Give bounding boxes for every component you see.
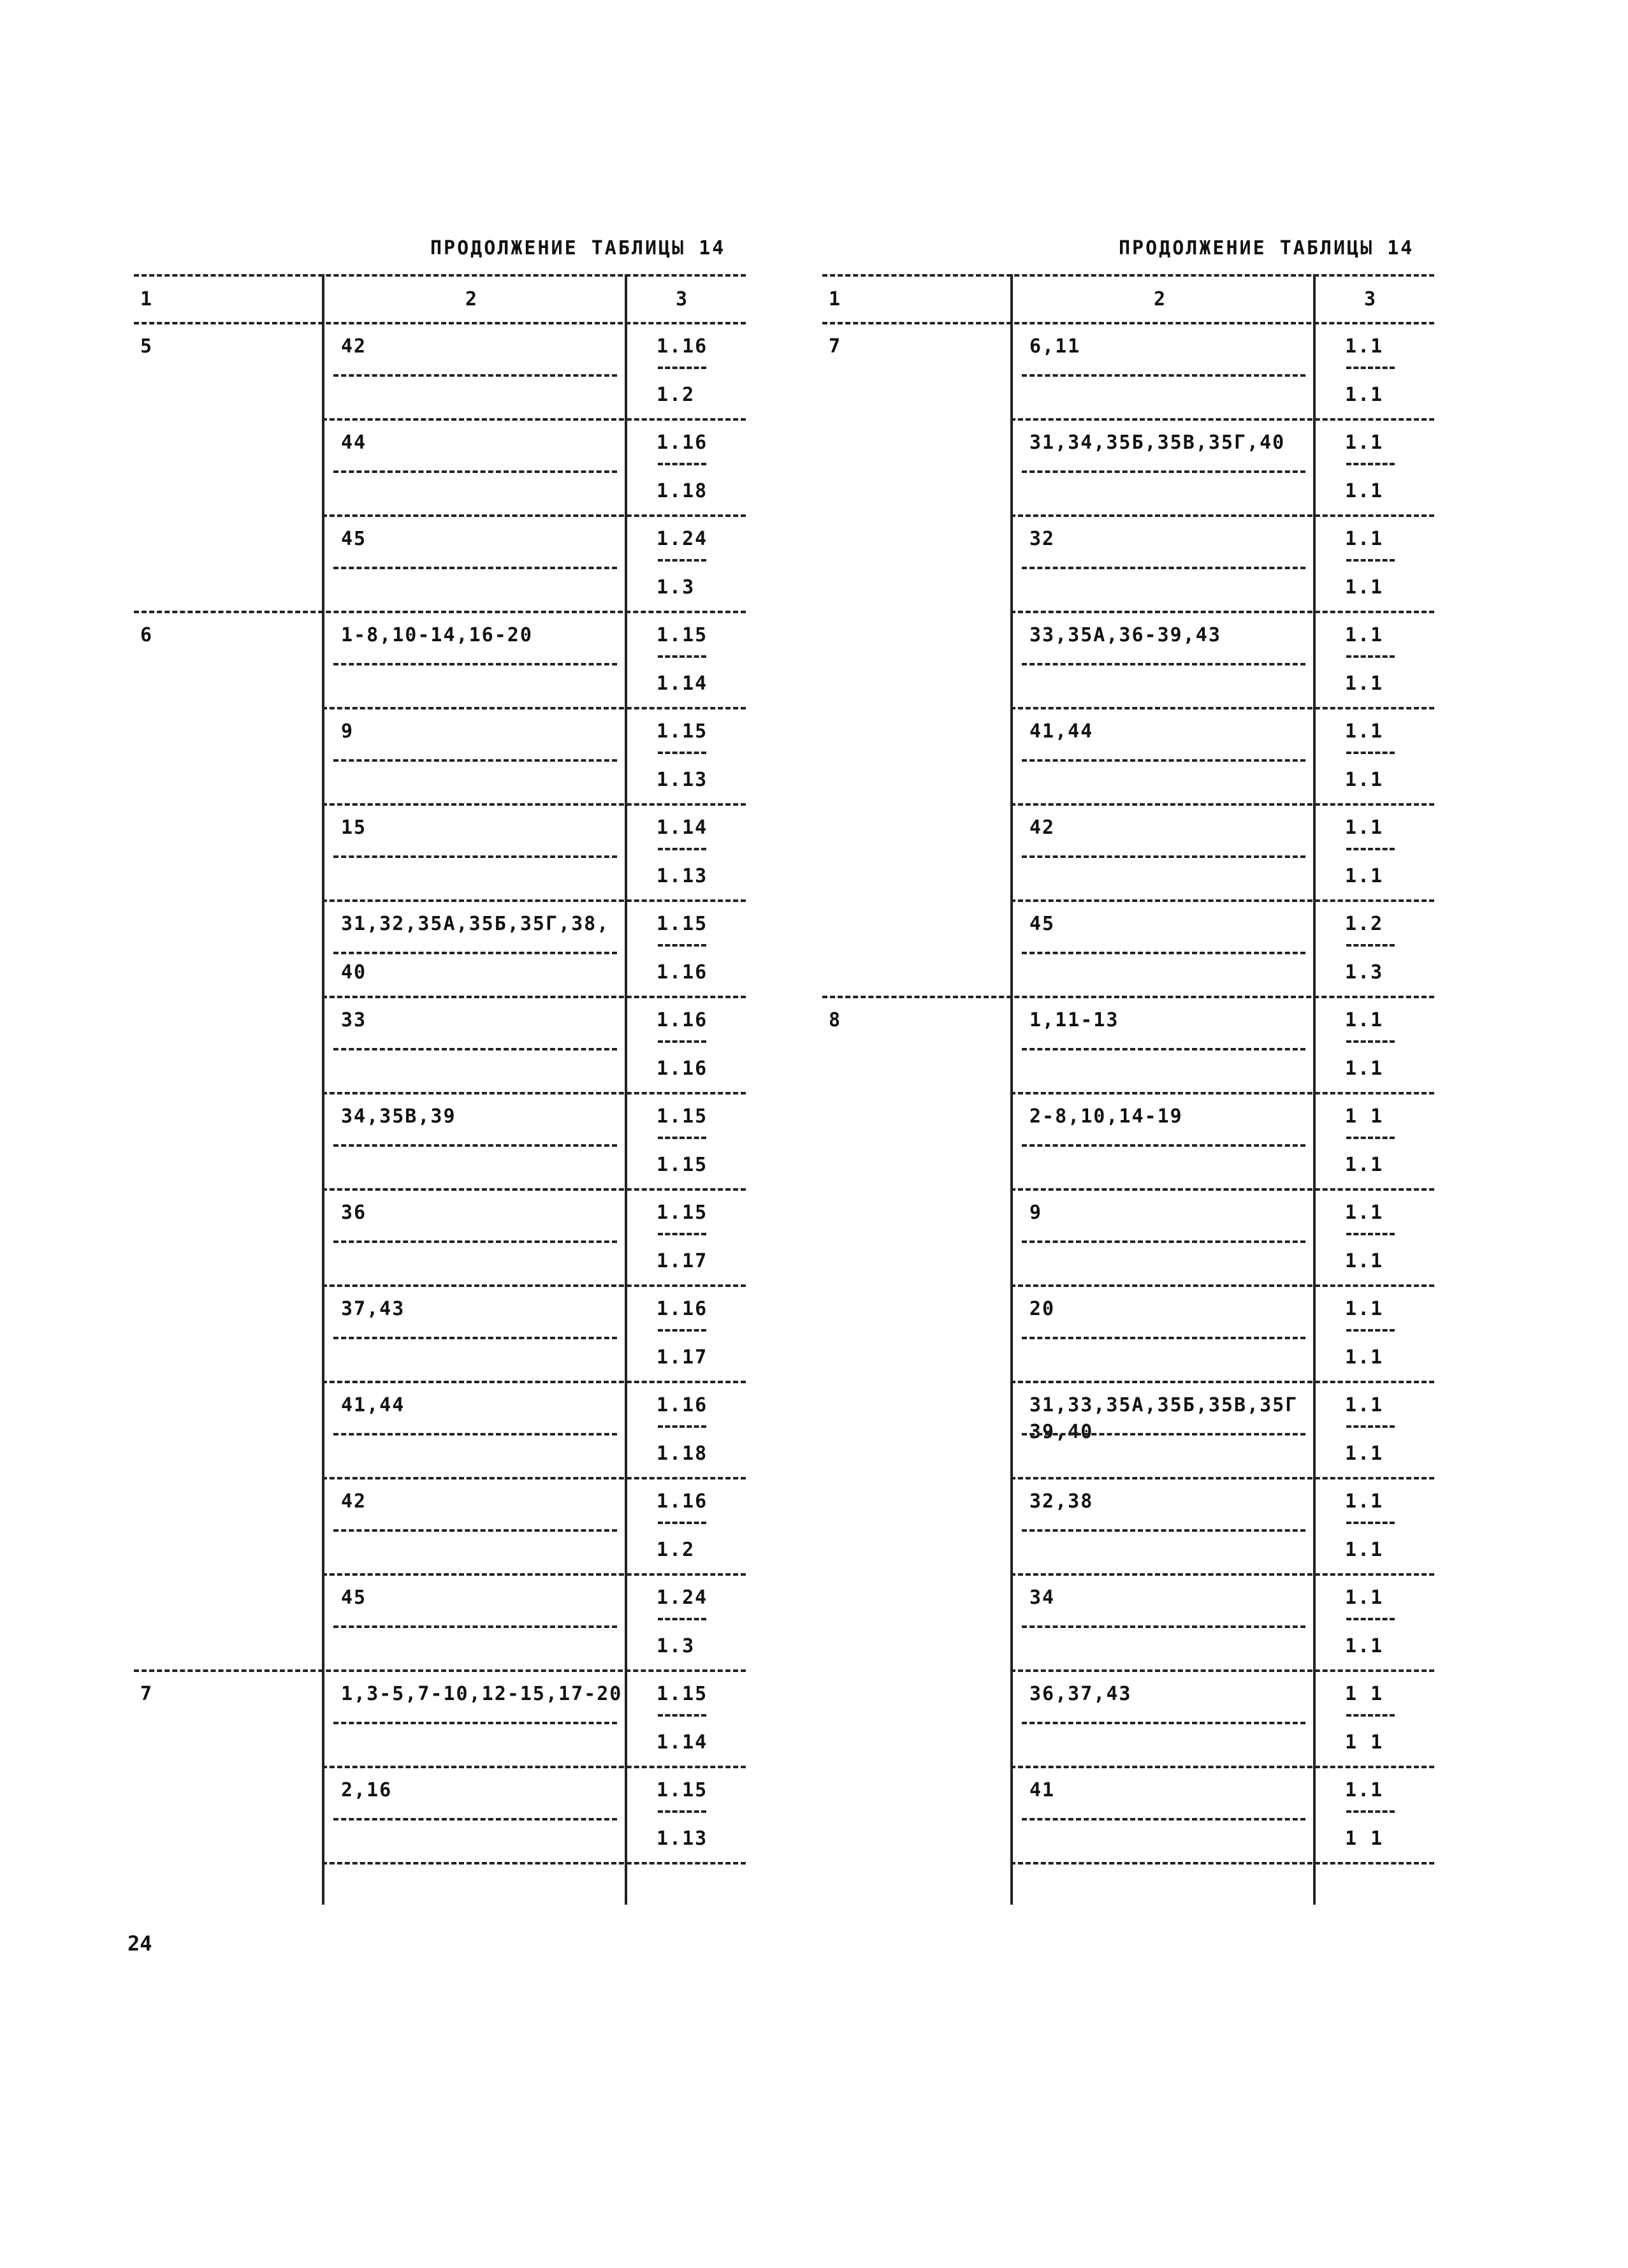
fraction-numerator: 1.16 [657,1009,708,1031]
row-mid-rule [1022,855,1305,858]
column-divider-2 [625,274,627,1905]
fraction-numerator: 1.15 [657,913,708,935]
row-key: 41,44 [341,1394,405,1416]
fraction-bar [1346,1522,1395,1524]
column-header-3: 3 [676,288,688,310]
fraction-numerator: 1.16 [657,432,708,454]
fraction-denominator: 1.1 [1345,480,1384,502]
fraction-denominator: 1.13 [657,769,708,791]
row-mid-rule [333,1433,617,1436]
row-rule [134,1669,746,1672]
row-key: 44 [341,432,367,454]
group-key: 8 [829,1009,842,1031]
row-key: 41,44 [1029,720,1094,743]
fraction-numerator: 1.15 [657,1779,708,1801]
row-key: 45 [341,1587,367,1609]
row-mid-rule [1022,952,1305,954]
fraction-denominator: 1.17 [657,1346,708,1369]
row-key: 20 [1029,1298,1056,1320]
row-key: 1-8,10-14,16-20 [341,624,533,646]
row-rule [1010,899,1434,902]
fraction-numerator: 1.15 [657,1683,708,1705]
row-key: 45 [341,528,367,550]
row-key: 6,11 [1029,335,1081,358]
fraction-denominator: 1.1 [1345,672,1384,695]
row-key: 31,32,35А,35Б,35Г,38, [341,913,610,935]
row-mid-rule [333,1722,617,1724]
fraction-denominator: 1.16 [657,961,708,984]
fraction-numerator: 1.1 [1345,1202,1384,1224]
fraction-bar [1346,1233,1395,1235]
row-mid-rule [1022,1240,1305,1243]
column-header-2: 2 [465,288,477,310]
row-rule [1010,611,1434,613]
fraction-bar [658,848,706,850]
row-mid-rule [1022,1818,1305,1821]
table-top-rule [822,274,1434,277]
row-rule [1010,514,1434,517]
fraction-bar [658,1137,706,1139]
row-rule [1010,1477,1434,1479]
fraction-bar [658,1522,706,1524]
row-rule [322,1381,746,1383]
fraction-denominator: 1.17 [657,1250,708,1272]
row-rule [1010,1188,1434,1191]
row-mid-rule [333,1144,617,1147]
row-mid-rule [1022,1433,1305,1436]
row-rule [322,1092,746,1094]
row-key: 37,43 [341,1298,405,1320]
fraction-denominator: 1.13 [657,1828,708,1850]
row-key: 1,3-5,7-10,12-15,17-20 [341,1683,623,1705]
row-mid-rule [333,374,617,377]
fraction-bar [658,1040,706,1043]
fraction-bar [1346,1425,1395,1428]
fraction-denominator: 1.1 [1345,384,1384,406]
row-rule [322,1477,746,1479]
row-rule [322,707,746,709]
row-key: 31,33,35А,35Б,35В,35Г [1029,1394,1298,1416]
fraction-numerator: 1.1 [1345,817,1384,839]
fraction-numerator: 1.1 [1345,528,1384,550]
row-key-continued: 39,40 [1029,1421,1094,1443]
row-key: 2-8,10,14-19 [1029,1105,1183,1128]
fraction-denominator: 1.13 [657,865,708,887]
row-mid-rule [1022,1529,1305,1532]
fraction-bar [1346,752,1395,754]
fraction-numerator: 1.15 [657,720,708,743]
fraction-denominator: 1.18 [657,1443,708,1465]
fraction-bar [1346,559,1395,562]
row-key: 45 [1029,913,1056,935]
row-mid-rule [333,855,617,858]
fraction-numerator: 1.1 [1345,1394,1384,1416]
row-mid-rule [333,952,617,954]
fraction-numerator: 1.1 [1345,335,1384,358]
row-mid-rule [333,1048,617,1050]
fraction-denominator: 1.18 [657,480,708,502]
column-header-3: 3 [1364,288,1376,310]
row-key: 42 [341,1490,367,1513]
row-key: 32 [1029,528,1056,550]
column-divider-1 [322,274,324,1905]
row-rule [322,1188,746,1191]
fraction-numerator: 1.15 [657,624,708,646]
page-number: 24 [127,1931,152,1956]
fraction-bar [658,1810,706,1813]
fraction-numerator: 1 1 [1345,1683,1384,1705]
fraction-numerator: 1.1 [1345,1298,1384,1320]
fraction-numerator: 1.1 [1345,1009,1384,1031]
row-rule [1010,1669,1434,1672]
fraction-denominator: 1.1 [1345,1443,1384,1465]
fraction-numerator: 1.16 [657,1298,708,1320]
row-mid-rule [1022,1337,1305,1339]
table-caption: ПРОДОЛЖЕНИЕ ТАБЛИЦЫ 14 [1119,237,1414,259]
row-rule [1010,1766,1434,1768]
table-panel-2 [822,0,1434,1976]
row-mid-rule [333,1625,617,1628]
row-rule [1010,1862,1434,1865]
row-mid-rule [1022,663,1305,665]
fraction-numerator: 1.24 [657,528,708,550]
row-mid-rule [333,759,617,762]
row-mid-rule [333,1337,617,1339]
fraction-denominator: 1.1 [1345,1250,1384,1272]
row-mid-rule [1022,759,1305,762]
fraction-denominator: 1 1 [1345,1731,1384,1754]
group-key: 6 [140,624,154,646]
table-panel-1 [134,0,746,1976]
fraction-numerator: 1.1 [1345,720,1384,743]
row-mid-rule [333,470,617,473]
row-rule [1010,1573,1434,1576]
fraction-numerator: 1.24 [657,1587,708,1609]
row-rule [322,1766,746,1768]
row-rule [322,1573,746,1576]
fraction-denominator: 1.1 [1345,1635,1384,1657]
row-rule [322,418,746,421]
row-mid-rule [333,1818,617,1821]
row-rule [1010,707,1434,709]
row-key: 15 [341,817,367,839]
fraction-numerator: 1.1 [1345,1490,1384,1513]
fraction-numerator: 1.1 [1345,432,1384,454]
fraction-bar [658,655,706,658]
table-top-rule [134,274,746,277]
row-key: 34,35В,39 [341,1105,456,1128]
fraction-bar [658,752,706,754]
row-mid-rule [1022,470,1305,473]
row-rule [822,996,1434,998]
fraction-numerator: 1.15 [657,1202,708,1224]
fraction-denominator: 1 1 [1345,1828,1384,1850]
fraction-numerator: 1.1 [1345,1587,1384,1609]
fraction-numerator: 1.16 [657,335,708,358]
fraction-denominator: 1.1 [1345,576,1384,599]
header-rule [134,322,746,324]
column-divider-1 [1010,274,1013,1905]
row-rule [322,1284,746,1287]
fraction-bar [658,944,706,947]
row-key: 36,37,43 [1029,1683,1132,1705]
row-key: 42 [1029,817,1056,839]
header-rule [822,322,1434,324]
row-key: 42 [341,335,367,358]
fraction-denominator: 1.14 [657,672,708,695]
row-rule [1010,1381,1434,1383]
fraction-denominator: 1.1 [1345,1154,1384,1176]
row-rule [322,899,746,902]
fraction-denominator: 1.15 [657,1154,708,1176]
row-rule [1010,1092,1434,1094]
fraction-denominator: 1.3 [1345,961,1384,984]
row-rule [322,1862,746,1865]
fraction-bar [1346,1040,1395,1043]
row-mid-rule [333,1240,617,1243]
row-key: 33 [341,1009,367,1031]
row-rule [322,803,746,806]
fraction-denominator: 1.1 [1345,865,1384,887]
fraction-bar [658,1329,706,1332]
fraction-numerator: 1 1 [1345,1105,1384,1128]
group-key: 7 [140,1683,154,1705]
group-key: 5 [140,335,154,358]
fraction-bar [1346,1810,1395,1813]
fraction-bar [1346,463,1395,465]
fraction-bar [658,367,706,369]
row-mid-rule [333,663,617,665]
row-rule [1010,418,1434,421]
fraction-bar [1346,367,1395,369]
column-header-2: 2 [1154,288,1166,310]
row-rule [1010,803,1434,806]
fraction-denominator: 1.1 [1345,1346,1384,1369]
fraction-bar [658,1233,706,1235]
row-rule [1010,1284,1434,1287]
row-key: 1,11-13 [1029,1009,1119,1031]
row-mid-rule [1022,1722,1305,1724]
row-rule [322,996,746,998]
row-mid-rule [1022,1048,1305,1050]
fraction-bar [658,1714,706,1717]
row-key: 9 [341,720,354,743]
fraction-bar [1346,1329,1395,1332]
fraction-bar [1346,1137,1395,1139]
group-key: 7 [829,335,842,358]
fraction-bar [1346,1618,1395,1620]
fraction-bar [1346,1714,1395,1717]
row-key: 9 [1029,1202,1043,1224]
row-key: 41 [1029,1779,1056,1801]
row-key: 34 [1029,1587,1056,1609]
row-mid-rule [1022,374,1305,377]
fraction-numerator: 1.1 [1345,1779,1384,1801]
fraction-denominator: 1.3 [657,576,695,599]
fraction-denominator: 1.1 [1345,769,1384,791]
fraction-bar [658,463,706,465]
row-mid-rule [1022,567,1305,569]
fraction-numerator: 1.1 [1345,624,1384,646]
row-rule [134,611,746,613]
row-mid-rule [1022,1144,1305,1147]
fraction-numerator: 1.15 [657,1105,708,1128]
column-header-1: 1 [829,288,841,310]
row-mid-rule [1022,1625,1305,1628]
row-mid-rule [333,567,617,569]
table-caption: ПРОДОЛЖЕНИЕ ТАБЛИЦЫ 14 [430,237,726,259]
column-header-1: 1 [140,288,152,310]
column-divider-2 [1313,274,1316,1905]
fraction-denominator: 1.14 [657,1731,708,1754]
fraction-denominator: 1.1 [1345,1539,1384,1561]
fraction-numerator: 1.16 [657,1490,708,1513]
row-key: 32,38 [1029,1490,1094,1513]
fraction-numerator: 1.2 [1345,913,1384,935]
fraction-numerator: 1.14 [657,817,708,839]
row-key: 31,34,35Б,35В,35Г,40 [1029,432,1286,454]
row-rule [322,514,746,517]
fraction-bar [1346,848,1395,850]
row-key-continued: 40 [341,961,367,984]
row-mid-rule [333,1529,617,1532]
fraction-denominator: 1.3 [657,1635,695,1657]
row-key: 2,16 [341,1779,393,1801]
row-key: 36 [341,1202,367,1224]
fraction-bar [658,1618,706,1620]
fraction-bar [1346,655,1395,658]
fraction-denominator: 1.2 [657,1539,695,1561]
fraction-bar [1346,944,1395,947]
fraction-numerator: 1.16 [657,1394,708,1416]
fraction-denominator: 1.1 [1345,1058,1384,1080]
fraction-denominator: 1.16 [657,1058,708,1080]
row-key: 33,35А,36-39,43 [1029,624,1221,646]
fraction-denominator: 1.2 [657,384,695,406]
fraction-bar [658,1425,706,1428]
fraction-bar [658,559,706,562]
